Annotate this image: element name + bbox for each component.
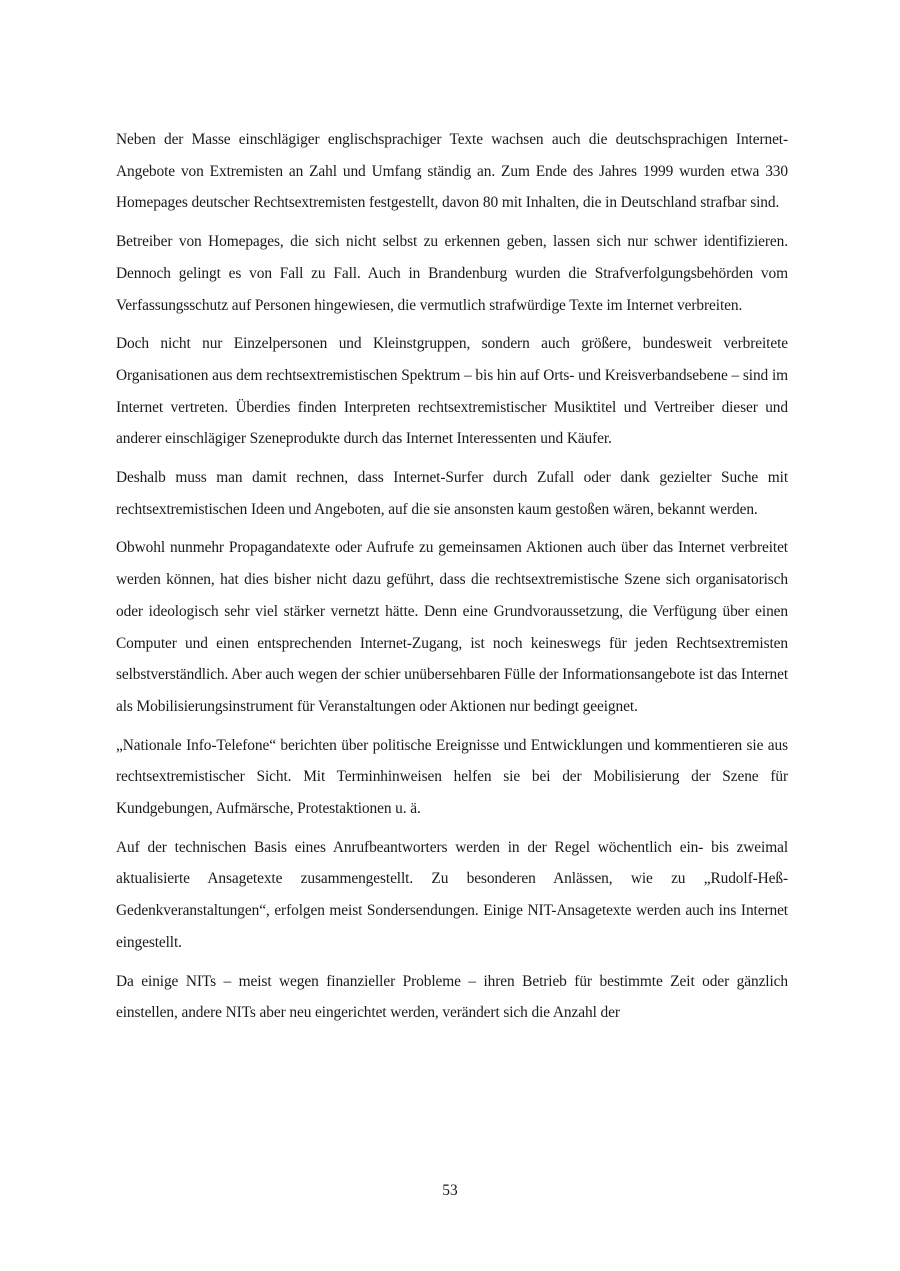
- body-text: [116, 124, 788, 1036]
- paragraph-7: Auf der technischen Basis eines Anrufbeantworters werden in der Regel wöchentlich ein- bis zweimal aktualisierte Ansagetexte zusammengestellt. Zu besonderen Anlässen, wie zu „Rudolf-Heß-Gedenkveranstaltungen“, erfolgen meist Sondersendungen. Einige NIT-Ansagetexte werden auch ins Internet eingestellt.: [116, 838, 788, 951]
- paragraph-6: „Nationale Info-Telefone“ berichten über politische Ereignisse und Entwicklungen und kommentieren sie aus rechtsextremistischer Sicht. Mit Terminhinweisen helfen sie bei der Mobilisierung der Szene für Kundgebungen, Aufmärsche, Protestaktionen u. ä.: [116, 736, 788, 818]
- paragraph-8: Da einige NITs – meist wegen finanzieller Probleme – ihren Betrieb für bestimmte Zeit oder gänzlich einstellen, andere NITs aber neu eingerichtet werden, verändert sich die Anzahl der: [116, 972, 788, 1022]
- paragraph-5: Obwohl nunmehr Propagandatexte oder Aufrufe zu gemeinsamen Aktionen auch über das Internet verbreitet werden können, hat dies bisher nicht dazu geführt, dass die rechtsextremistische Szene sich organisatorisch oder ideologisch sehr viel stärker vernetzt hätte. Denn eine Grundvoraussetzung, die Verfügung über einen Computer und einen entsprechenden Internet-Zugang, ist noch keineswegs für jeden Rechtsextremisten selbstverständlich. Aber auch wegen der schier unübersehbaren Fülle der Informationsangebote ist das Internet als Mobilisierungsinstrument für Veranstaltungen oder Aktionen nur bedingt geeignet.: [116, 539, 788, 715]
- page-number: 53: [442, 1182, 458, 1199]
- paragraph-2: Betreiber von Homepages, die sich nicht selbst zu erkennen geben, lassen sich nur schwer identifizieren. Dennoch gelingt es von Fall zu Fall. Auch in Brandenburg wurden die Strafverfolgungsbehörden vom Verfassungsschutz auf Personen hingewiesen, die vermutlich strafwürdige Texte im Internet verbreiten.: [116, 233, 788, 314]
- paragraph-4: Deshalb muss man damit rechnen, dass Internet-Surfer durch Zufall oder dank gezielter Suche mit rechtsextremistischen Ideen und Angeboten, auf die sie ansonsten kaum gestoßen wären, bekannt werden.: [116, 469, 788, 518]
- paragraph-3: Doch nicht nur Einzelpersonen und Kleinstgruppen, sondern auch größere, bundesweit verbreitete Organisationen aus dem rechtsextremistischen Spektrum – bis hin auf Orts- und Kreisverbandsebene – sind im Internet vertreten. Überdies finden Interpreten rechtsextremistischer Musiktitel und Vertreiber dieser und anderer einschlägiger Szeneprodukte durch das Internet Interessenten und Käufer.: [116, 335, 788, 448]
- paragraph-1: Neben der Masse einschlägiger englischsprachiger Texte wachsen auch die deutschsprachigen Internet-Angebote von Extremisten an Zahl und Umfang ständig an. Zum Ende des Jahres 1999 wurden etwa 330 Homepages deutscher Rechtsextremisten festgestellt, davon 80 mit Inhalten, die in Deutschland strafbar sind.: [116, 131, 788, 212]
